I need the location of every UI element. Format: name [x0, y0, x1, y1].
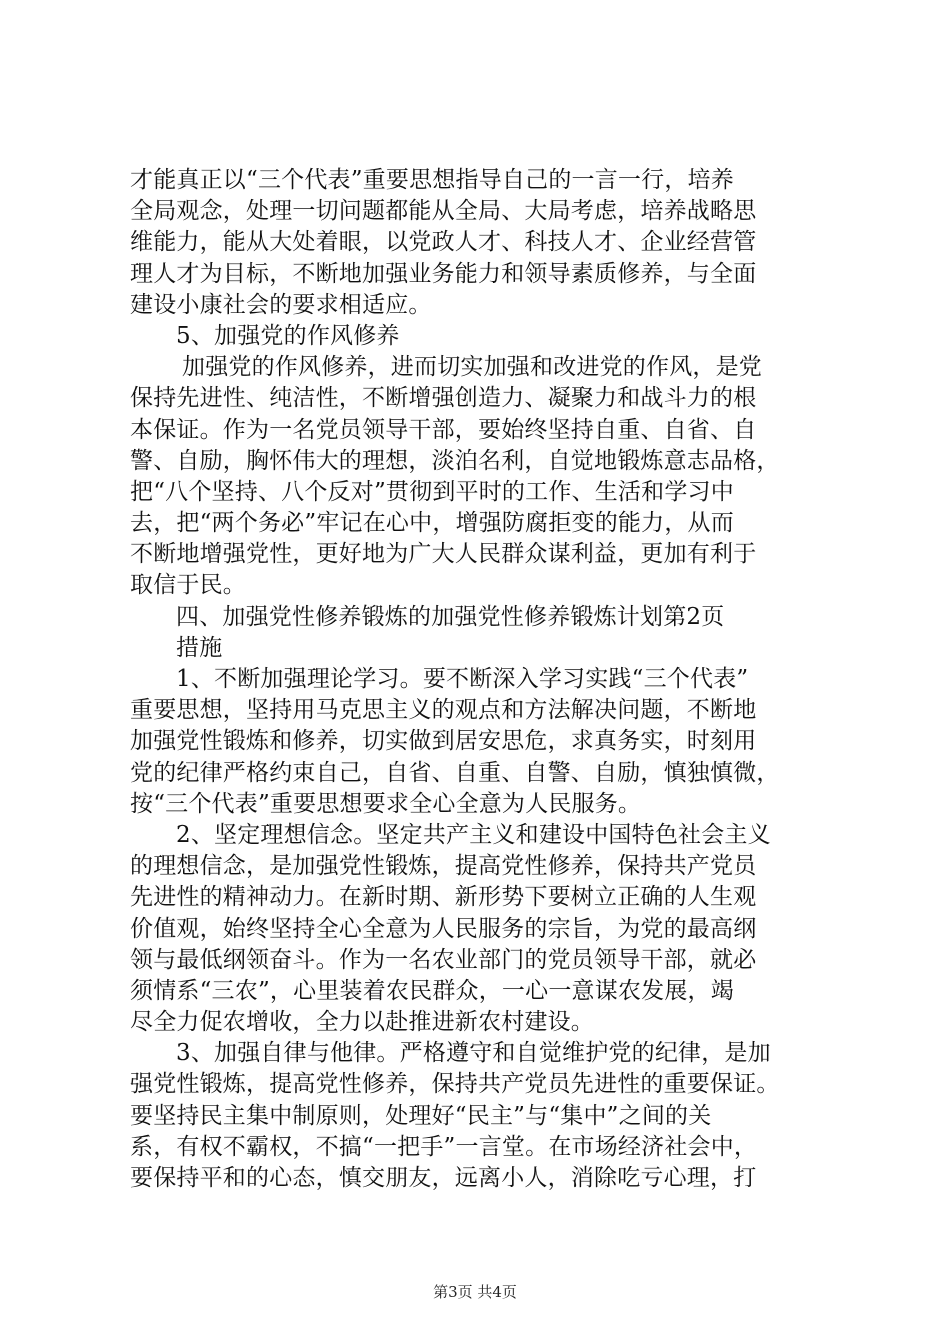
text-line: 按“三个代表”重要思想要求全心全意为人民服务。 — [130, 790, 642, 817]
text-line: 须情系“三农”，心里装着农民群众，一心一意谋农发展，竭 — [130, 977, 734, 1004]
text-line: 5、加强党的作风修养 — [176, 322, 400, 349]
text-line: 重要思想，坚持用马克思主义的观点和方法解决问题，不断地 — [130, 697, 757, 724]
text-line: 本保证。作为一名党员领导干部，要始终坚持自重、自省、自 — [130, 416, 757, 443]
text-line: 把“八个坚持、八个反对”贯彻到平时的工作、生活和学习中 — [130, 478, 734, 505]
text-line: 1、不断加强理论学习。要不断深入学习实践“三个代表” — [176, 666, 749, 692]
text-line: 先进性的精神动力。在新时期、新形势下要树立正确的人生观 — [130, 884, 757, 911]
text-line: 建设小康社会的要求相适应。 — [130, 291, 432, 318]
text-line: 去，把“两个务必”牢记在心中，增强防腐拒变的能力，从而 — [130, 510, 734, 537]
document-body — [130, 165, 830, 1194]
text-line: 四、加强党性修养锻炼的加强党性修养锻炼计划第2页 — [176, 603, 725, 630]
text-line: 2、坚定理想信念。坚定共产主义和建设中国特色社会主义 — [176, 821, 771, 848]
text-line: 要保持平和的心态，慎交朋友，远离小人，消除吃亏心理，打 — [130, 1165, 757, 1191]
page-footer: 第3页 共4页 — [433, 1283, 517, 1301]
text-line: 要坚持民主集中制原则，处理好“民主”与“集中”之间的关 — [130, 1102, 712, 1129]
text-line: 措施 — [176, 634, 223, 661]
text-line: 强党性锻炼，提高党性修养，保持共产党员先进性的重要保证。 — [130, 1071, 780, 1098]
text-line: 不断地增强党性，更好地为广大人民群众谋利益，更加有利于 — [130, 541, 757, 568]
text-line: 3、加强自律与他律。严格遵守和自觉维护党的纪律，是加 — [176, 1040, 771, 1067]
text-line: 价值观，始终坚持全心全意为人民服务的宗旨，为党的最高纲 — [130, 915, 757, 942]
text-line: 全局观念，处理一切问题都能从全局、大局考虑，培养战略思 — [130, 198, 757, 225]
text-line: 理人才为目标，不断地加强业务能力和领导素质修养，与全面 — [130, 260, 757, 287]
text-line: 领与最低纲领奋斗。作为一名农业部门的党员领导干部，就必 — [130, 946, 757, 973]
text-line: 加强党性锻炼和修养，切实做到居安思危，求真务实，时刻用 — [130, 728, 757, 755]
text-line: 的理想信念，是加强党性锻炼，提高党性修养，保持共产党员 — [130, 853, 757, 880]
text-line: 系，有权不霸权，不搞“一把手”一言堂。在市场经济社会中， — [130, 1133, 758, 1160]
text-line: 警、自励，胸怀伟大的理想，淡泊名利，自觉地锻炼意志品格， — [130, 447, 780, 474]
text-line: 取信于民。 — [130, 572, 246, 599]
text-line: 才能真正以“三个代表”重要思想指导自己的一言一行，培养 — [130, 167, 734, 193]
text-line: 加强党的作风修养，进而切实加强和改进党的作风，是党 — [182, 354, 762, 381]
text-line: 维能力，能从大处着眼，以党政人才、科技人才、企业经营管 — [130, 229, 757, 256]
text-line: 保持先进性、纯洁性，不断增强创造力、凝聚力和战斗力的根 — [130, 385, 757, 412]
text-line: 尽全力促农增收，全力以赴推进新农村建设。 — [130, 1009, 594, 1036]
text-line: 党的纪律严格约束自己，自省、自重、自警、自励，慎独慎微， — [130, 759, 780, 786]
